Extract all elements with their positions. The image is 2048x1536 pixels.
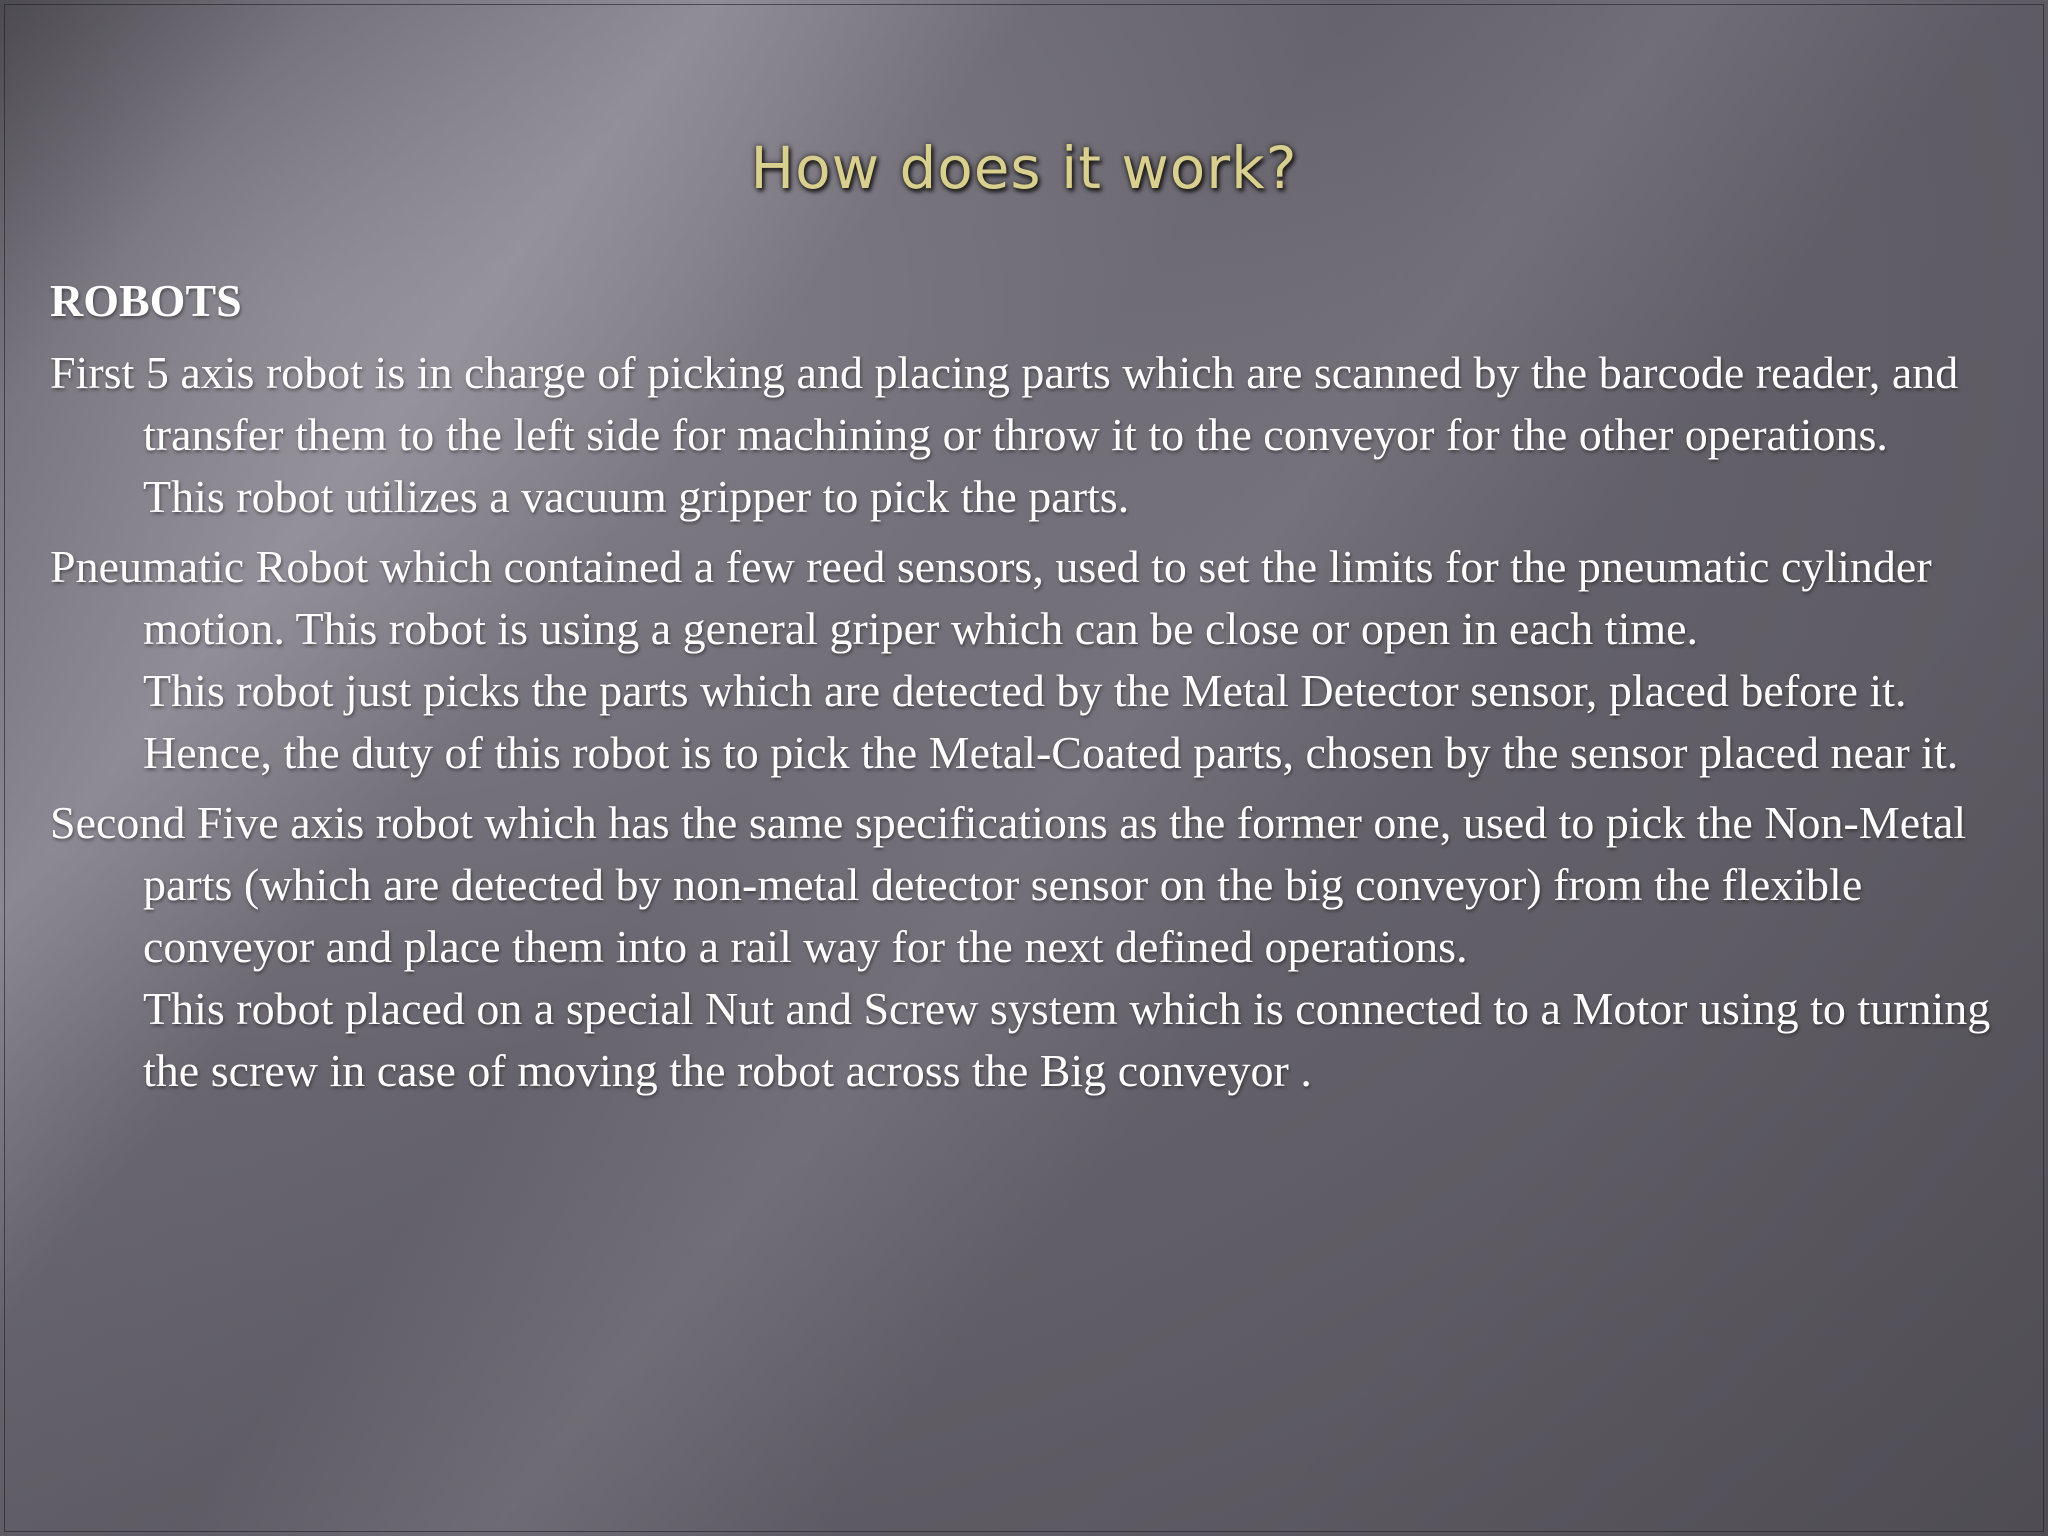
- paragraph-pneumatic-robot: [50, 536, 2020, 784]
- slide-title: How does it work?: [750, 134, 1298, 202]
- paragraph-lead: Pneumatic Robot which contained a few reed sensors, used to set the limits for the pneumatic cylinder motion. This robot is using a general griper which can be close or open in each time.: [50, 541, 1932, 654]
- paragraph-note: This robot placed on a special Nut and Screw system which is connected to a Motor using to turning the screw in case of moving the robot across the Big conveyor .: [143, 983, 1991, 1096]
- slide-body: [50, 270, 2020, 1110]
- paragraph-second-five-axis-robot: [50, 792, 2020, 1102]
- paragraph-lead: Second Five axis robot which has the same specifications as the former one, used to pick the Non-Metal parts (which are detected by non-metal detector sensor on the big conveyor) from the flexible conveyor and place them into a rail way for the next defined operations.: [50, 797, 1967, 972]
- paragraph-note: This robot utilizes a vacuum gripper to pick the parts.: [143, 471, 1130, 522]
- paragraph-note: Hence, the duty of this robot is to pick the Metal-Coated parts, chosen by the sensor placed near it.: [143, 727, 1959, 778]
- paragraph-lead: First 5 axis robot is in charge of picking and placing parts which are scanned by the barcode reader, and transfer them to the left side for machining or throw it to the conveyor for the other operations.: [50, 347, 1959, 460]
- paragraph-first-five-axis-robot: [50, 342, 2020, 528]
- section-heading: ROBOTS: [50, 275, 242, 326]
- paragraph-note: This robot just picks the parts which are detected by the Metal Detector sensor, placed before it.: [143, 665, 1907, 716]
